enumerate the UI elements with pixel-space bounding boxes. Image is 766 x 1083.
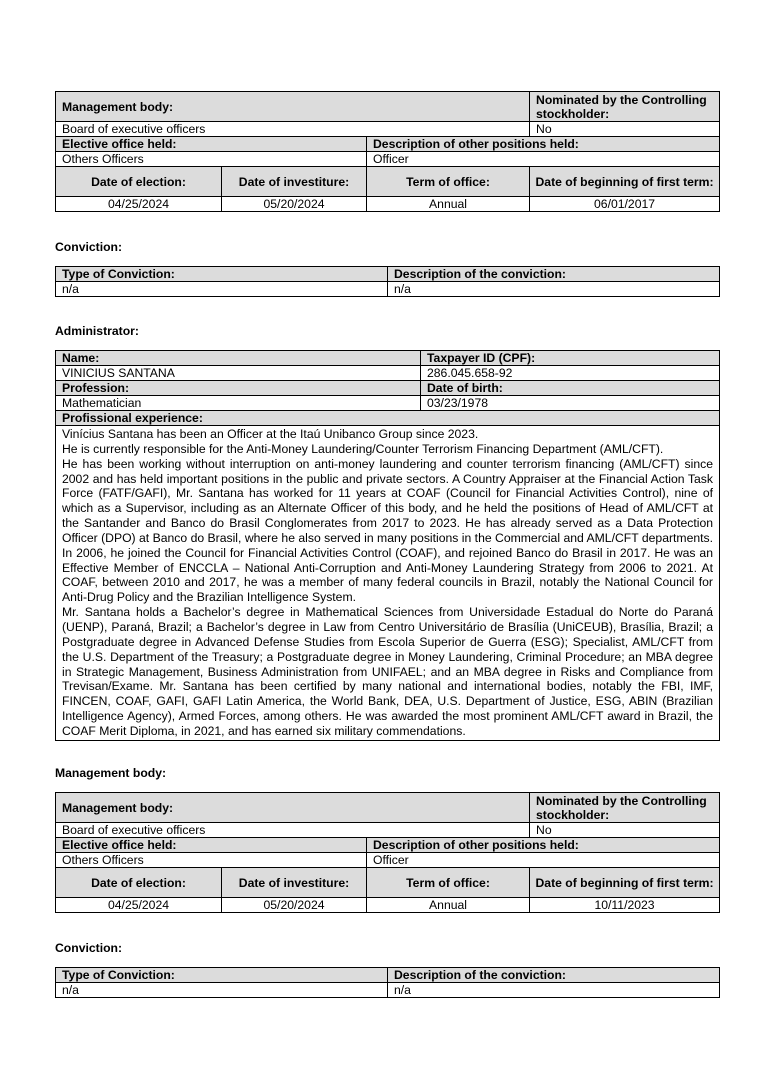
nominated-value: No xyxy=(530,823,720,838)
date-election-label: Date of election: xyxy=(56,868,222,898)
first-term-value: 06/01/2017 xyxy=(530,197,720,212)
management-body-label: Management body: xyxy=(56,92,530,122)
cpf-label: Taxpayer ID (CPF): xyxy=(421,351,720,366)
dob-value: 03/23/1978 xyxy=(421,396,720,411)
term-label: Term of office: xyxy=(367,167,530,197)
nominated-value: No xyxy=(530,122,720,137)
conviction-description-label: Description of the conviction: xyxy=(388,267,720,282)
date-investiture-label: Date of investiture: xyxy=(222,868,367,898)
elective-office-value: Others Officers xyxy=(56,152,367,167)
other-positions-value: Officer xyxy=(367,853,720,868)
experience-paragraph: He is currently responsible for the Anti-Money Laundering/Counter Terrorism Financing Department (AML/CFT). xyxy=(62,441,664,456)
management-body-heading-2: Management body: xyxy=(55,766,167,780)
conviction-description-label: Description of the conviction: xyxy=(388,968,720,983)
date-election-value: 04/25/2024 xyxy=(56,898,222,913)
management-body-value: Board of executive officers xyxy=(56,122,530,137)
management-body-table-1 xyxy=(55,91,719,212)
conviction-heading-2: Conviction: xyxy=(55,941,123,955)
conviction-type-label: Type of Conviction: xyxy=(56,267,388,282)
term-value: Annual xyxy=(367,898,530,913)
term-label: Term of office: xyxy=(367,868,530,898)
conviction-type-value: n/a xyxy=(56,282,388,297)
term-value: Annual xyxy=(367,197,530,212)
nominated-label: Nominated by the Controlling stockholder: xyxy=(530,793,720,823)
other-positions-label: Description of other positions held: xyxy=(367,137,720,152)
administrator-heading: Administrator: xyxy=(55,324,139,338)
conviction-description-value: n/a xyxy=(388,983,720,998)
name-label: Name: xyxy=(56,351,421,366)
experience-paragraph: Mr. Santana holds a Bachelor’s degree in Mathematical Sciences from Universidade Estadual do Norte do Paraná (UENP), Paraná, Brazil; a Bachelor’s degree in Law from Centro Universitário de Brasília (UniCEUB), Brasília, Brazil; a Postgraduate degree in Advanced Defense Studies from Escola Superior de Guerra (ESG); Specialist, AML/CFT from the U.S. Department of the Treasury; a Postgraduate degree in Money Laundering, Criminal Procedure; an MBA degree in Strategic Management, Business Administration from UNIFAEL; and an MBA degree in Risks and Compliance from Trevisan/Exame. Mr. Santana has been certified by many national and international bodies, notably the FBI, IMF, FINCEN, COAF, GAFI, GAFI Latin America, the World Bank, DEA, U.S. Department of Justice, ESG, ABIN (Brazilian Intelligence Agency), Armed Forces, among others. He was awarded the most prominent AML/CFT award in Brazil, the COAF Merit Diploma, in 2021, and has earned six military commendations. xyxy=(62,605,713,738)
experience-label: Profissional experience: xyxy=(56,411,720,426)
profession-value: Mathematician xyxy=(56,396,421,411)
other-positions-label: Description of other positions held: xyxy=(367,838,720,853)
management-body-label: Management body: xyxy=(56,793,530,823)
date-investiture-value: 05/20/2024 xyxy=(222,898,367,913)
conviction-description-value: n/a xyxy=(388,282,720,297)
conviction-type-value: n/a xyxy=(56,983,388,998)
conviction-table-2 xyxy=(55,967,719,998)
administrator-table xyxy=(55,350,719,741)
other-positions-value: Officer xyxy=(367,152,720,167)
first-term-label: Date of beginning of first term: xyxy=(530,167,720,197)
date-investiture-label: Date of investiture: xyxy=(222,167,367,197)
conviction-table-1 xyxy=(55,266,719,297)
date-investiture-value: 05/20/2024 xyxy=(222,197,367,212)
management-body-value: Board of executive officers xyxy=(56,823,530,838)
conviction-type-label: Type of Conviction: xyxy=(56,968,388,983)
conviction-heading-1: Conviction: xyxy=(55,240,123,254)
date-election-label: Date of election: xyxy=(56,167,222,197)
experience-paragraph: Vinícius Santana has been an Officer at the Itaú Unibanco Group since 2023. xyxy=(62,427,479,441)
cpf-value: 286.045.658-92 xyxy=(421,366,720,381)
nominated-label: Nominated by the Controlling stockholder: xyxy=(530,92,720,122)
first-term-value: 10/11/2023 xyxy=(530,898,720,913)
elective-office-value: Others Officers xyxy=(56,853,367,868)
date-election-value: 04/25/2024 xyxy=(56,197,222,212)
management-body-table-2 xyxy=(55,792,719,913)
first-term-label: Date of beginning of first term: xyxy=(530,868,720,898)
experience-paragraph: He has been working without interruption on anti-money laundering and counter terrorism financing (AML/CFT) since 2002 and has held important positions in the public and private sectors. A Country Appraiser at the Financial Action Task Force (FATF/GAFI), Mr. Santana has worked for 11 years at COAF (Council for Financial Activities Control), nine of which as a Supervisor, including as an Alternate Officer of this body, and he held the positions of Head of AML/CFT at the Santander and Banco do Brasil Conglomerates from 2017 to 2023. He has already served as a Data Protection Officer (DPO) at Banco do Brasil, where he also served in many positions in the Commercial and AML/CFT departments. In 2006, he joined the Council for Financial Activities Control (COAF), and rejoined Banco do Brasil in 2017. He was an Effective Member of ENCCLA – National Anti-Corruption and Anti-Money Laundering Strategy from 2006 to 2021. At COAF, between 2010 and 2017, he was a member of many federal councils in Brazil, notably the National Council for Anti-Drug Policy and the Brazilian Intelligence System. xyxy=(62,456,713,605)
experience-text xyxy=(56,426,720,741)
dob-label: Date of birth: xyxy=(421,381,720,396)
profession-label: Profession: xyxy=(56,381,421,396)
elective-office-label: Elective office held: xyxy=(56,838,367,853)
name-value: VINICIUS SANTANA xyxy=(56,366,421,381)
elective-office-label: Elective office held: xyxy=(56,137,367,152)
